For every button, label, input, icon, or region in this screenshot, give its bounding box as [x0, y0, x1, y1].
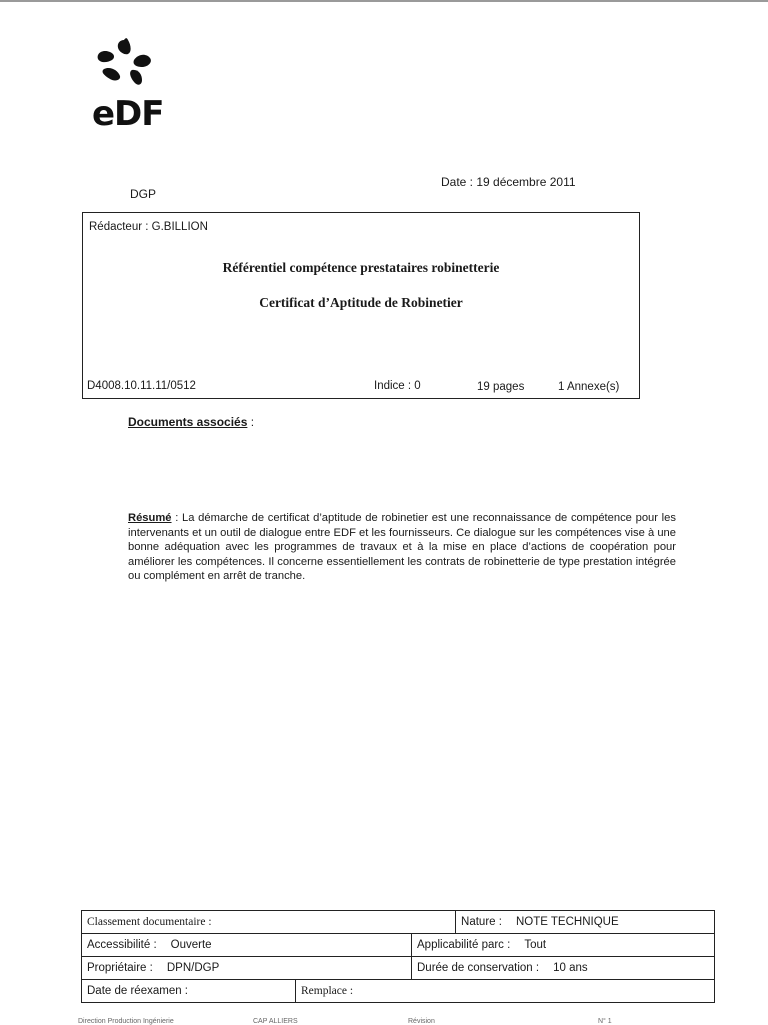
applicabilite-cell [412, 934, 715, 957]
summary-paragraph [128, 511, 676, 584]
classement-label: Classement documentaire : [87, 916, 212, 928]
footer-col-4: N° 1 [598, 1018, 612, 1025]
remplace-label: Remplace : [301, 985, 354, 997]
title-box [82, 212, 640, 399]
edf-logo [88, 36, 168, 136]
associated-documents-label: Documents associés [128, 415, 248, 429]
footer-col-2: CAP ALLIERS [253, 1018, 298, 1025]
annex-count: 1 Annexe(s) [558, 381, 620, 393]
document-metadata-table [81, 910, 715, 1003]
accessibilite-value: Ouverte [170, 939, 212, 951]
summary-label: Résumé [128, 512, 172, 524]
applicabilite-label: Applicabilité parc : [417, 939, 511, 951]
reexamen-cell [82, 980, 296, 1003]
duree-cell [412, 957, 715, 980]
document-title: Référentiel compétence prestataires robinetterie [222, 260, 500, 275]
proprietaire-label: Propriétaire : [87, 962, 153, 974]
table-row [82, 934, 715, 957]
document-date: Date : 19 décembre 2011 [441, 175, 576, 189]
page-top-border [0, 0, 768, 2]
applicabilite-value: Tout [524, 939, 547, 951]
document-subtitle: Certificat d’Aptitude de Robinetier [259, 295, 463, 310]
nature-cell [456, 911, 715, 934]
page-count: 19 pages [477, 381, 525, 393]
table-row [82, 980, 715, 1003]
accessibilite-cell [82, 934, 412, 957]
table-row [82, 957, 715, 980]
summary-text: : La démarche de certificat d’aptitude de robinetier est une reconnaissance de compétence pour les intervenants et un outil de dialogue entre EDF et les fournisseurs. Ce dialogue sur les compétences vise à une bonne adéquation avec les programmes de travaux et à la mise en place d’actions de coopération pour améliorer les compétences. Il concerne essentiellement les contrats de robinetterie de type prestation intégrée ou complément en arrêt de tranche. [128, 512, 676, 583]
department-label: DGP [130, 187, 157, 201]
remplace-cell [296, 980, 715, 1003]
reexamen-label: Date de réexamen : [87, 985, 189, 997]
accessibilite-label: Accessibilité : [87, 939, 157, 951]
footer-col-3: Révision [408, 1018, 435, 1025]
classement-cell [82, 911, 456, 934]
duree-value: 10 ans [553, 962, 588, 974]
edf-wordmark: eDF [92, 94, 164, 134]
table-row [82, 911, 715, 934]
edf-logo-icon [88, 36, 168, 96]
nature-value: NOTE TECHNIQUE [515, 916, 619, 928]
proprietaire-cell [82, 957, 412, 980]
nature-label: Nature : [461, 916, 502, 928]
duree-label: Durée de conservation : [417, 962, 540, 974]
associated-documents-colon: : [247, 415, 255, 429]
associated-documents [128, 415, 254, 429]
document-reference: D4008.10.11.11/0512 [87, 380, 196, 392]
author: Rédacteur : G.BILLION [89, 221, 208, 233]
proprietaire-value: DPN/DGP [166, 962, 220, 974]
footer-col-1: Direction Production Ingénierie [78, 1018, 174, 1025]
document-index: Indice : 0 [374, 380, 421, 392]
